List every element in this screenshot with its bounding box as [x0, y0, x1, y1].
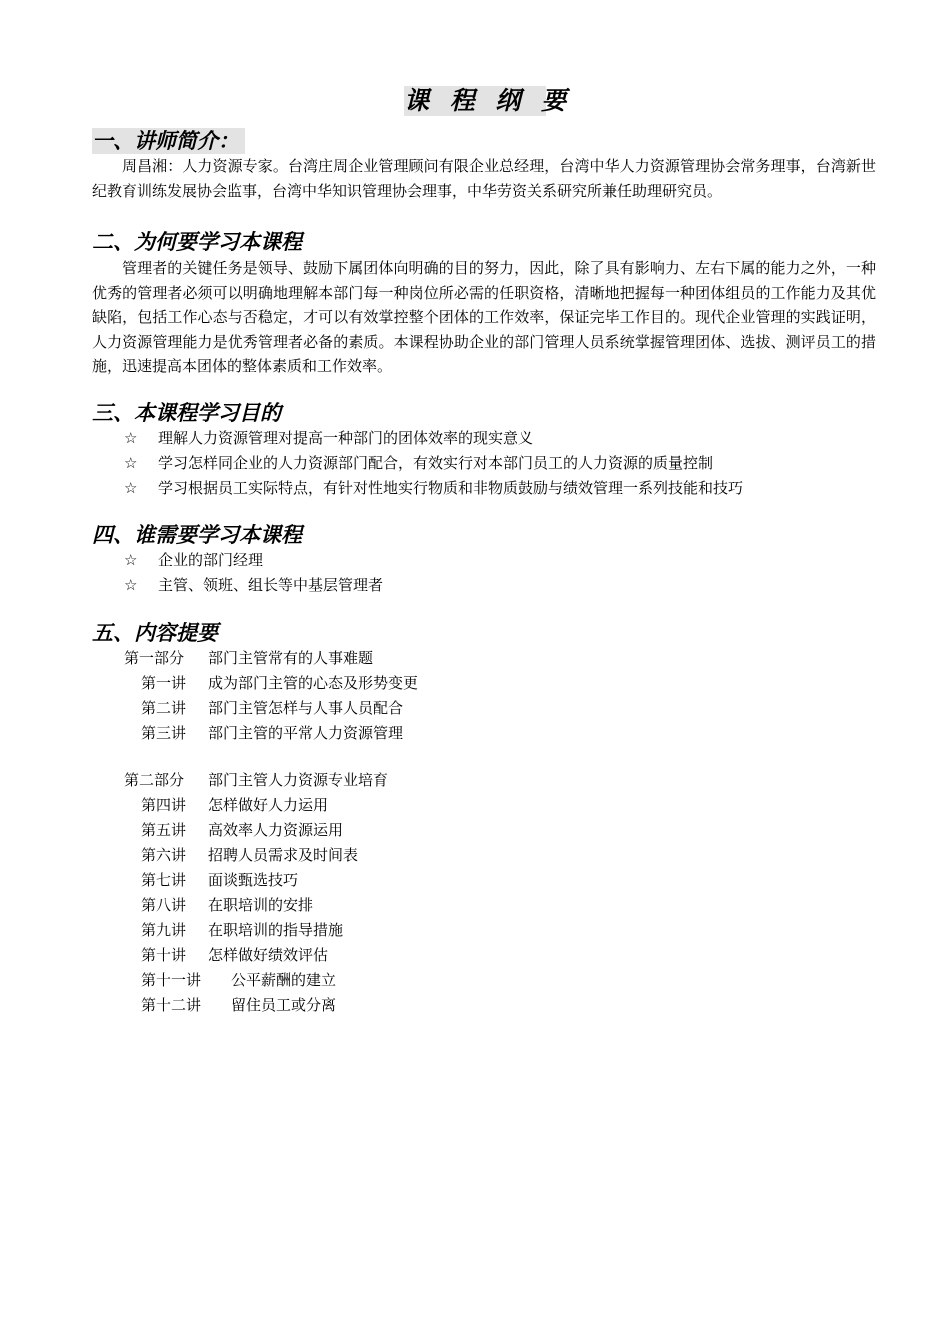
outline-lecture: 第六讲 招聘人员需求及时间表	[141, 846, 359, 864]
objective-item: ☆ 学习根据员工实际特点，有针对性地实行物质和非物质鼓励与绩效管理一系列技能和技巧	[124, 479, 744, 497]
section-heading-why-learn: 二、为何要学习本课程	[92, 230, 302, 254]
section-heading-instructor: 一、讲师简介：	[92, 128, 245, 154]
section-heading-objectives: 三、本课程学习目的	[92, 401, 281, 425]
objective-item: ☆ 学习怎样同企业的人力资源部门配合，有效实行对本部门员工的人力资源的质量控制	[124, 454, 714, 472]
objective-item: ☆ 理解人力资源管理对提高一种部门的团体效率的现实意义	[124, 429, 534, 447]
outline-lecture: 第十二讲 留住员工或分离	[141, 996, 337, 1014]
instructor-intro-paragraph: 周昌湘：人力资源专家。台湾庄周企业管理顾问有限企业总经理，台湾中华人力资源管理协会常务理事，台湾新世纪教育训练发展协会监事，台湾中华知识管理协会理事，中华劳资关系研究所兼任助理研究员。	[92, 157, 876, 200]
outline-lecture: 第五讲 高效率人力资源运用	[141, 821, 344, 839]
outline-lecture: 第八讲 在职培训的安排	[141, 896, 314, 914]
outline-lecture: 第九讲 在职培训的指导措施	[141, 921, 344, 939]
star-icon: ☆	[124, 479, 138, 497]
outline-lecture: 第二讲 部门主管怎样与人事人员配合	[141, 699, 404, 717]
outline-part: 第一部分 部门主管常有的人事难题	[124, 649, 374, 667]
outline-part: 第二部分 部门主管人力资源专业培育	[124, 771, 389, 789]
section-heading-contents: 五、内容提要	[92, 621, 218, 645]
outline-lecture: 第三讲 部门主管的平常人力资源管理	[141, 724, 404, 742]
document-title: 课 程 纲 要	[404, 86, 573, 115]
section-heading-audience: 四、谁需要学习本课程	[92, 523, 302, 547]
audience-item: ☆ 企业的部门经理	[124, 551, 264, 569]
star-icon: ☆	[124, 454, 138, 472]
star-icon: ☆	[124, 576, 138, 594]
outline-lecture: 第十讲 怎样做好绩效评估	[141, 946, 329, 964]
outline-lecture: 第一讲 成为部门主管的心态及形势变更	[141, 674, 419, 692]
audience-item: ☆ 主管、领班、组长等中基层管理者	[124, 576, 384, 594]
outline-lecture: 第四讲 怎样做好人力运用	[141, 796, 329, 814]
outline-lecture: 第十一讲 公平薪酬的建立	[141, 971, 337, 989]
star-icon: ☆	[124, 429, 138, 447]
why-learn-paragraph: 管理者的关键任务是领导、鼓励下属团体向明确的目的努力，因此，除了具有影响力、左右下属的能力之外，一种优秀的管理者必须可以明确地理解本部门每一种岗位所必需的任职资格，清晰地把握每一种团体组员的工作能力及其优缺陷，包括工作心态与否稳定，才可以有效掌控整个团体的工作效率，保证完毕工作目的。现代企业管理的实践证明，人力资源管理能力是优秀管理者必备的素质。本课程协助企业的部门管理人员系统掌握管理团体、选拔、测评员工的措施，迅速提高本团体的整体素质和工作效率。	[92, 259, 876, 375]
star-icon: ☆	[124, 551, 138, 569]
outline-lecture: 第七讲 面谈甄选技巧	[141, 871, 299, 889]
